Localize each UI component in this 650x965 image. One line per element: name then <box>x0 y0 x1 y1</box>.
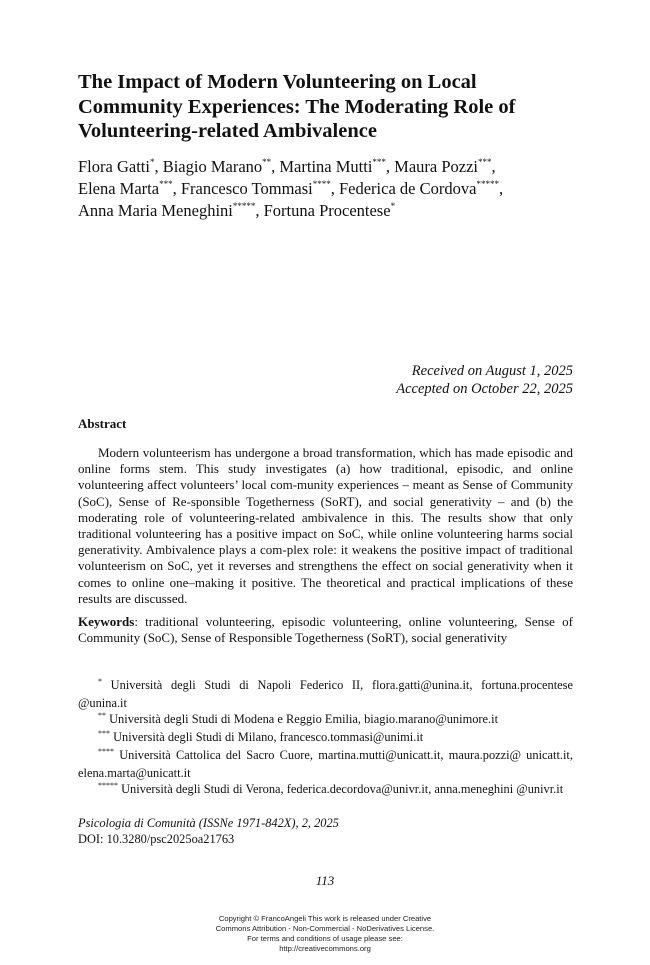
submission-dates <box>273 362 573 398</box>
affiliation-mark: ***** <box>232 201 256 211</box>
affiliation-mark: ** <box>262 157 272 167</box>
affiliation-mark: *** <box>478 157 492 167</box>
footnote <box>78 747 573 781</box>
keywords-label: Keywords <box>78 614 135 629</box>
author-name: Fortuna Procentese <box>263 201 391 220</box>
affiliation-mark: * <box>390 201 396 211</box>
author-name: Martina Mutti <box>279 157 373 176</box>
affiliation-mark: *** <box>372 157 386 167</box>
title-line: The Impact of Modern Volunteering on Local <box>78 71 477 93</box>
keywords <box>78 614 573 646</box>
footnote <box>78 729 573 747</box>
author-separator: , <box>385 157 395 176</box>
page-number: 113 <box>315 873 335 888</box>
license-notice <box>0 914 650 954</box>
author-name: Anna Maria Meneghini <box>78 201 233 220</box>
keywords-text: : traditional volunteering, episodic volunteering, online volunteering, Sense of Community (SoC), Sense of Responsible Togetherness (SoRT), social generativity <box>78 614 573 646</box>
footnote-text: Università Cattolica del Sacro Cuore, martina.mutti@unicatt.it, maura.pozzi@ unicatt.it, elena.marta@unicatt.it <box>78 748 573 780</box>
author-name: Federica de Cordova <box>338 179 477 198</box>
paper-title <box>78 70 598 144</box>
author-separator: , <box>154 157 163 176</box>
affiliation-mark: **** <box>312 179 331 189</box>
abstract-heading: Abstract <box>78 416 127 431</box>
journal-citation: Psicologia di Comunità (ISSNe 1971-842X), 2, 2025 <box>78 816 339 830</box>
author-name: Maura Pozzi <box>394 157 479 176</box>
footnote-mark: *** <box>98 729 110 738</box>
footnote <box>78 677 573 711</box>
author-separator: , <box>172 179 181 198</box>
footnote <box>78 711 573 729</box>
author-name: Flora Gatti <box>78 157 150 176</box>
doi: DOI: 10.3280/psc2025oa21763 <box>78 832 235 846</box>
author-separator: , <box>498 179 504 198</box>
license-line: Copyright © FrancoAngeli This work is released under Creative <box>218 914 432 923</box>
license-line: For terms and conditions of usage please see: <box>247 934 403 943</box>
license-line: Commons Attribution - Non-Commercial - NoDerivatives License. <box>215 924 435 933</box>
author-separator: , <box>330 179 339 198</box>
affiliation-mark: ***** <box>476 179 499 189</box>
footnote-text: Università degli Studi di Verona, federica.decordova@univr.it, anna.meneghini @univr.it <box>121 782 564 796</box>
author-name: Francesco Tommasi <box>180 179 313 198</box>
received-date: Received on August 1, 2025 <box>411 363 573 379</box>
author-separator: , <box>491 157 496 176</box>
license-link[interactable]: http://creativecommons.org <box>279 944 371 953</box>
accepted-date: Accepted on October 22, 2025 <box>396 381 573 397</box>
footnote-text: Università degli Studi di Modena e Reggio Emilia, biagio.marano@unimore.it <box>109 712 499 726</box>
affiliation-mark: *** <box>159 179 173 189</box>
footnote-mark: ** <box>98 711 106 720</box>
footnote-text: Università degli Studi di Napoli Federico II, flora.gatti@unina.it, fortuna.procentese @unina.it <box>78 678 573 710</box>
journal-info <box>78 815 339 847</box>
footnote-mark: ***** <box>98 781 118 790</box>
author-separator: , <box>255 201 264 220</box>
author-name: Elena Marta <box>78 179 160 198</box>
footnote-mark: **** <box>98 747 114 756</box>
author-separator: , <box>271 157 280 176</box>
footnote-text: Università degli Studi di Milano, francesco.tommasi@unimi.it <box>113 730 424 744</box>
abstract-text: Modern volunteerism has undergone a broad transformation, which has made episodic and online forms stem. This study investigates (a) how traditional, episodic, and online volunteering affect volunteers’ local com-munity experiences – meant as Sense of Community (SoC), Sense of Re-sponsible Togetherness (SoRT), and social generativity – and (b) the moderating role of volunteering-related ambivalence in this. The results show that only traditional volunteering has a positive impact on SoC, while online volunteering harms social generativity. Ambivalence plays a com-plex role: it weakens the positive impact of traditional volunteerism on SoC, yet it reverses and strengthens the effect on social generativity when it comes to online one–making it positive. The theoretical and practical implications of these results are discussed. <box>78 445 573 606</box>
footnote <box>78 781 573 799</box>
author-list <box>78 157 588 223</box>
footnote-mark: * <box>98 677 102 686</box>
author-name: Biagio Marano <box>162 157 263 176</box>
title-line: Community Experiences: The Moderating Role of <box>78 95 516 118</box>
affiliation-footnotes <box>78 677 573 799</box>
affiliation-mark: * <box>149 157 155 167</box>
title-line: Volunteering-related Ambivalence <box>78 120 377 142</box>
